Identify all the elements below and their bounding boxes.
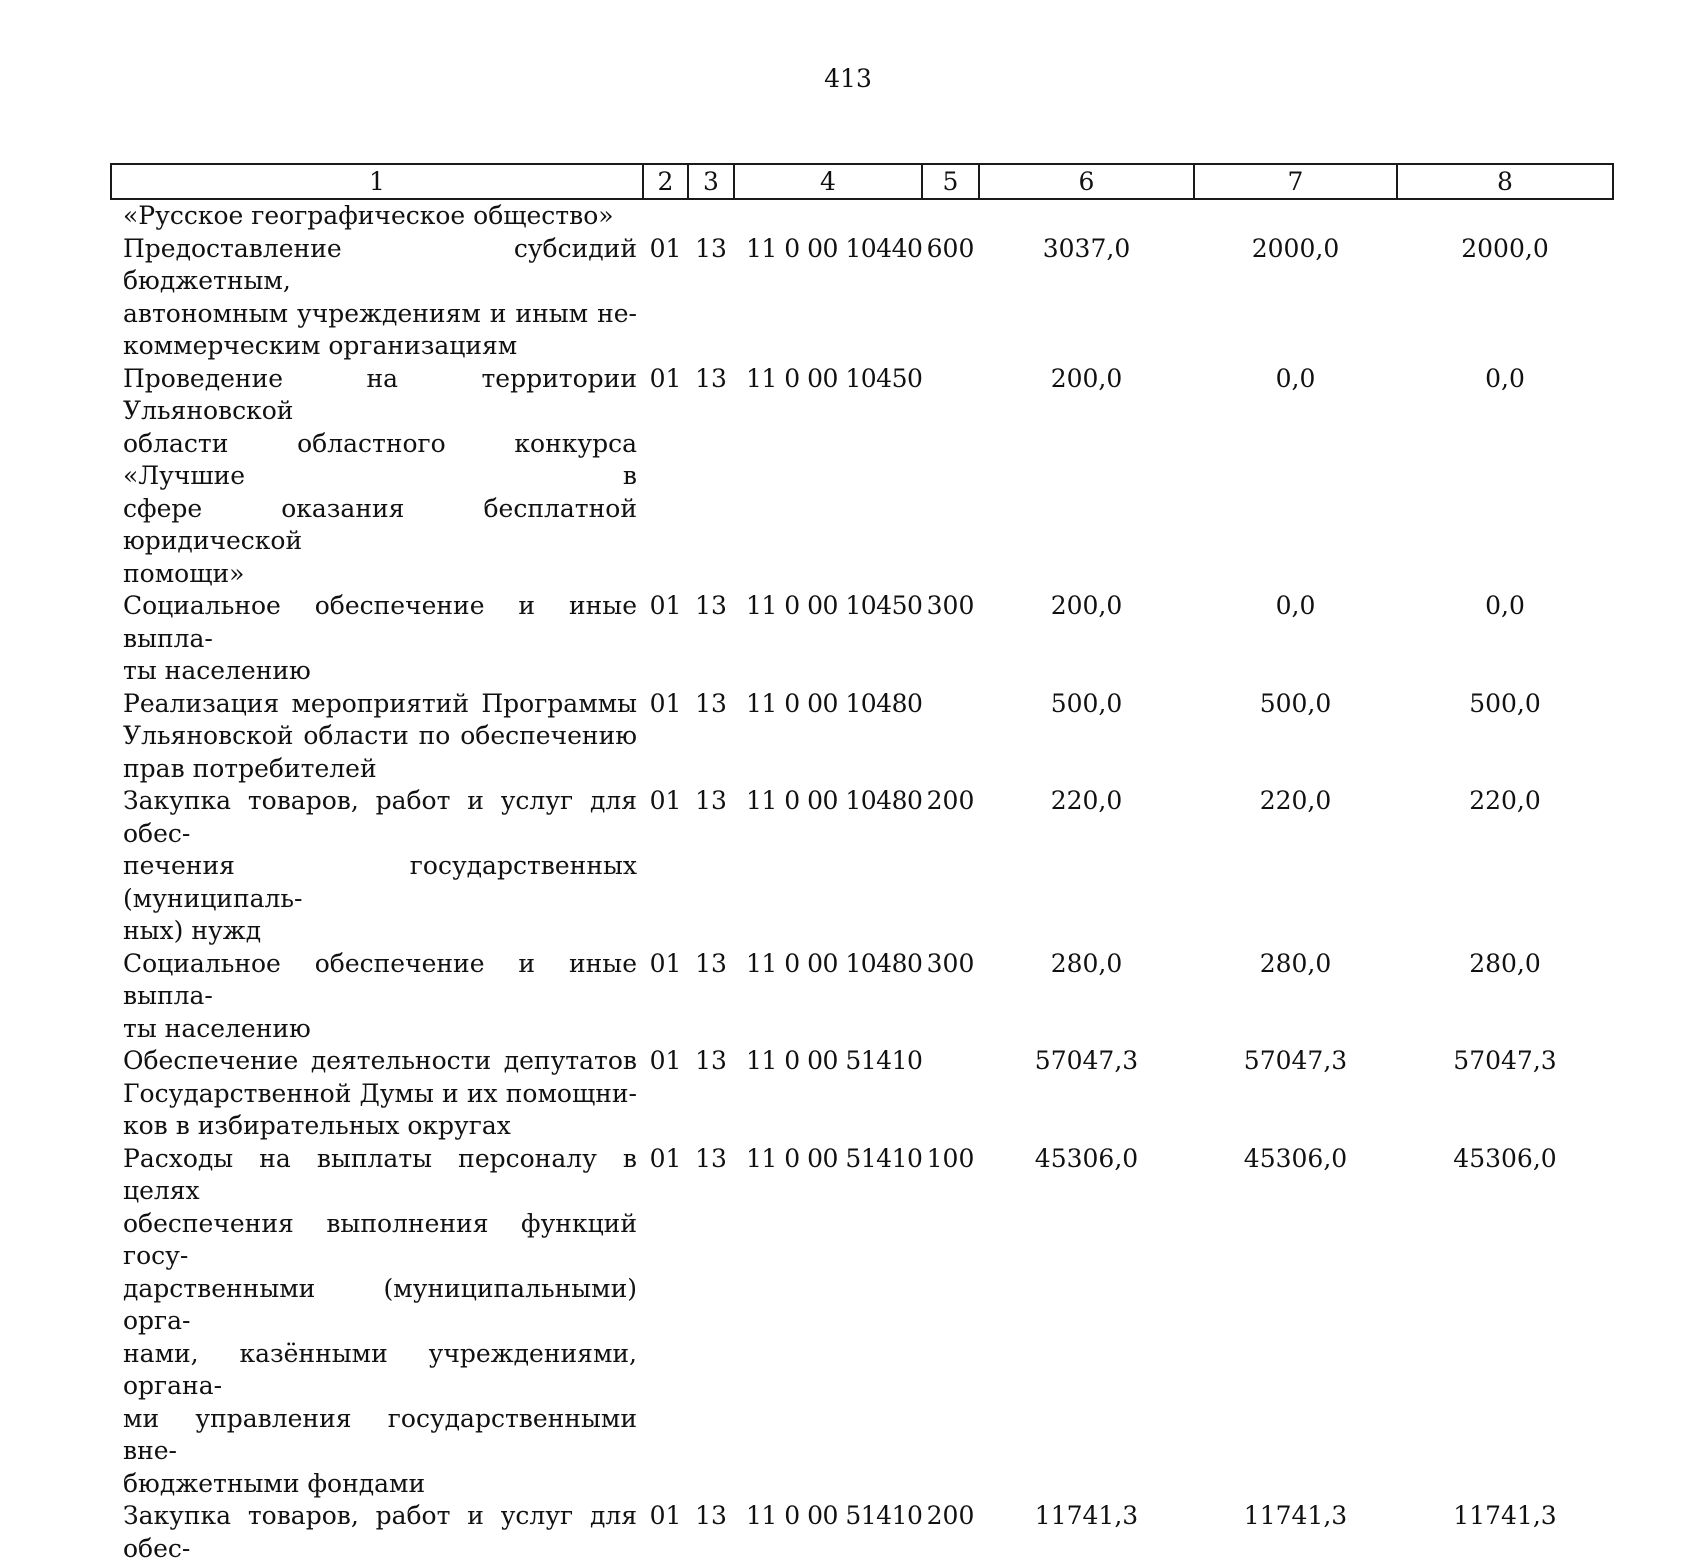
- cell-description: [111, 1045, 643, 1143]
- description-line: Расходы на выплаты персоналу в целях: [123, 1143, 637, 1205]
- cell-amount-col8: 500,0: [1469, 688, 1541, 718]
- cell-amount-col7: 280,0: [1259, 948, 1332, 978]
- description-line: «Русское географическое общество»: [123, 201, 614, 230]
- description-line: Реализация мероприятий Программы: [123, 688, 637, 718]
- cell-amount-col7: 45306,0: [1243, 1143, 1348, 1173]
- cell-amount-col8: 45306,0: [1453, 1143, 1557, 1173]
- table-row: [111, 785, 1613, 948]
- cell-description: [111, 199, 643, 233]
- cell-section: 01: [649, 688, 682, 718]
- description-line: автономным учреждениям и иным не-: [123, 298, 637, 328]
- description-line: Проведение на территории Ульяновской: [123, 363, 637, 425]
- cell-target-article: 11 0 00 10480: [746, 786, 923, 815]
- budget-table: [110, 163, 1614, 1565]
- cell-section: [643, 199, 688, 233]
- cell-target-article: [734, 199, 922, 233]
- cell-subsection: 13: [695, 786, 727, 815]
- cell-expense-type: [922, 199, 979, 233]
- cell-amount-col8: 57047,3: [1453, 1046, 1557, 1075]
- cell-subsection: 13: [695, 688, 727, 718]
- table-row: [111, 199, 1613, 233]
- description-line: ми управления государственными вне-: [123, 1403, 637, 1465]
- table-row: [111, 590, 1613, 688]
- table-row: [111, 688, 1613, 786]
- cell-subsection: 13: [695, 948, 727, 978]
- description-line: Государственной Думы и их помощни-: [123, 1078, 637, 1108]
- cell-expense-type: 300: [926, 948, 975, 978]
- cell-amount-col8: 0,0: [1485, 591, 1525, 620]
- cell-expense-type: 300: [926, 591, 975, 620]
- cell-amount-col7: 57047,3: [1243, 1046, 1348, 1075]
- table-row: [111, 948, 1613, 1046]
- description-line: нами, казёнными учреждениями, органа-: [123, 1338, 637, 1400]
- cell-target-article: 11 0 00 10440: [746, 233, 923, 263]
- column-header-1: 1: [111, 164, 643, 199]
- cell-amount-col8: 2000,0: [1461, 233, 1549, 263]
- cell-amount-col6: 500,0: [1050, 688, 1123, 718]
- column-header-7: 7: [1194, 164, 1397, 199]
- cell-expense-type: [922, 363, 979, 591]
- table-row: [111, 363, 1613, 591]
- cell-subsection: 13: [695, 591, 727, 620]
- cell-expense-type: [922, 1045, 979, 1143]
- header-row: [111, 164, 1613, 199]
- table-header: [111, 164, 1613, 199]
- column-header-8: 8: [1397, 164, 1613, 199]
- cell-subsection: 13: [695, 1501, 727, 1530]
- description-line: печения государственных (муниципаль-: [123, 851, 637, 913]
- description-line: Социальное обеспечение и иные выпла-: [123, 591, 637, 653]
- cell-subsection: 13: [695, 1046, 727, 1075]
- cell-target-article: 11 0 00 51410: [746, 1046, 923, 1075]
- cell-description: [111, 688, 643, 786]
- cell-description: [111, 948, 643, 1046]
- cell-amount-col8: 11741,3: [1453, 1501, 1557, 1530]
- cell-amount-col7: 2000,0: [1251, 233, 1340, 263]
- description-line: обеспечения выполнения функций госу-: [123, 1208, 637, 1270]
- cell-description: [111, 1500, 643, 1565]
- description-line: прав потребителей: [123, 753, 377, 783]
- description-line: области областного конкурса «Лучшие в: [123, 428, 637, 490]
- column-header-2: 2: [643, 164, 688, 199]
- cell-description: [111, 590, 643, 688]
- cell-expense-type: 200: [926, 1501, 975, 1530]
- cell-section: 01: [649, 1143, 682, 1173]
- cell-section: 01: [649, 233, 682, 263]
- description-line: коммерческим организациям: [123, 331, 518, 360]
- cell-amount-col6: 45306,0: [1034, 1143, 1139, 1173]
- description-line: сфере оказания бесплатной юридической: [123, 493, 637, 555]
- cell-amount-col6: 3037,0: [1042, 233, 1131, 263]
- column-header-5: 5: [922, 164, 979, 199]
- description-line: Обеспечение деятельности депутатов: [123, 1046, 637, 1075]
- cell-expense-type: [922, 688, 979, 786]
- cell-amount-col7: 0,0: [1275, 363, 1316, 393]
- description-line: Предоставление субсидий бюджетным,: [123, 233, 637, 295]
- description-line: бюджетными фондами: [123, 1468, 426, 1498]
- cell-amount-col6: 200,0: [1050, 591, 1123, 620]
- cell-description: [111, 785, 643, 948]
- description-line: ты населению: [123, 1013, 311, 1043]
- description-line: дарственными (муниципальными) орга-: [123, 1273, 637, 1335]
- cell-section: 01: [649, 1501, 682, 1530]
- description-line: ков в избирательных округах: [123, 1111, 511, 1140]
- cell-amount-col8: 220,0: [1469, 786, 1541, 815]
- cell-expense-type: 600: [926, 233, 975, 263]
- cell-target-article: 11 0 00 10450: [746, 363, 923, 393]
- table-row: [111, 1500, 1613, 1565]
- cell-amount-col6: 280,0: [1050, 948, 1123, 978]
- cell-description: [111, 363, 643, 591]
- column-header-4: 4: [734, 164, 922, 199]
- cell-description: [111, 233, 643, 363]
- cell-section: 01: [649, 786, 682, 815]
- cell-description: [111, 1143, 643, 1501]
- description-line: ных) нужд: [123, 916, 262, 945]
- table-row: [111, 233, 1613, 363]
- cell-target-article: 11 0 00 51410: [746, 1501, 923, 1530]
- cell-amount-col6: 220,0: [1050, 786, 1123, 815]
- description-line: Социальное обеспечение и иные выпла-: [123, 948, 637, 1010]
- column-header-6: 6: [979, 164, 1194, 199]
- description-line: помощи»: [123, 558, 245, 588]
- cell-subsection: 13: [695, 233, 727, 263]
- cell-subsection: 13: [695, 363, 727, 393]
- cell-expense-type: 100: [926, 1143, 975, 1173]
- cell-target-article: 11 0 00 10480: [746, 948, 923, 978]
- table-row: [111, 1143, 1613, 1501]
- cell-expense-type: 200: [926, 786, 975, 815]
- cell-amount-col7: 11741,3: [1243, 1501, 1348, 1530]
- cell-section: 01: [649, 591, 682, 620]
- cell-target-article: 11 0 00 10480: [746, 688, 923, 718]
- cell-amount-col6: 200,0: [1050, 363, 1123, 393]
- description-line: ты населению: [123, 656, 311, 685]
- cell-target-article: 11 0 00 51410: [746, 1143, 923, 1173]
- page-number: 413: [824, 64, 872, 93]
- column-header-3: 3: [688, 164, 734, 199]
- cell-amount-col7: [1194, 199, 1397, 233]
- description-line: Закупка товаров, работ и услуг для обес-: [123, 786, 637, 848]
- cell-amount-col8: 0,0: [1485, 363, 1525, 393]
- cell-subsection: [688, 199, 734, 233]
- cell-amount-col7: 0,0: [1275, 591, 1316, 620]
- table-row: [111, 1045, 1613, 1143]
- cell-amount-col7: 220,0: [1259, 786, 1332, 815]
- description-line: Ульяновской области по обеспечению: [123, 721, 637, 750]
- cell-section: 01: [649, 363, 682, 393]
- cell-section: 01: [649, 1046, 682, 1075]
- cell-amount-col8: 280,0: [1469, 948, 1541, 978]
- cell-subsection: 13: [695, 1143, 727, 1173]
- cell-amount-col6: 11741,3: [1034, 1501, 1139, 1530]
- cell-amount-col7: 500,0: [1259, 688, 1332, 718]
- description-line: Закупка товаров, работ и услуг для обес-: [123, 1501, 637, 1563]
- cell-amount-col6: [979, 199, 1194, 233]
- table-body: [111, 199, 1613, 1565]
- cell-amount-col8: [1397, 199, 1613, 233]
- cell-amount-col6: 57047,3: [1034, 1046, 1139, 1075]
- cell-target-article: 11 0 00 10450: [746, 591, 923, 620]
- cell-section: 01: [649, 948, 682, 978]
